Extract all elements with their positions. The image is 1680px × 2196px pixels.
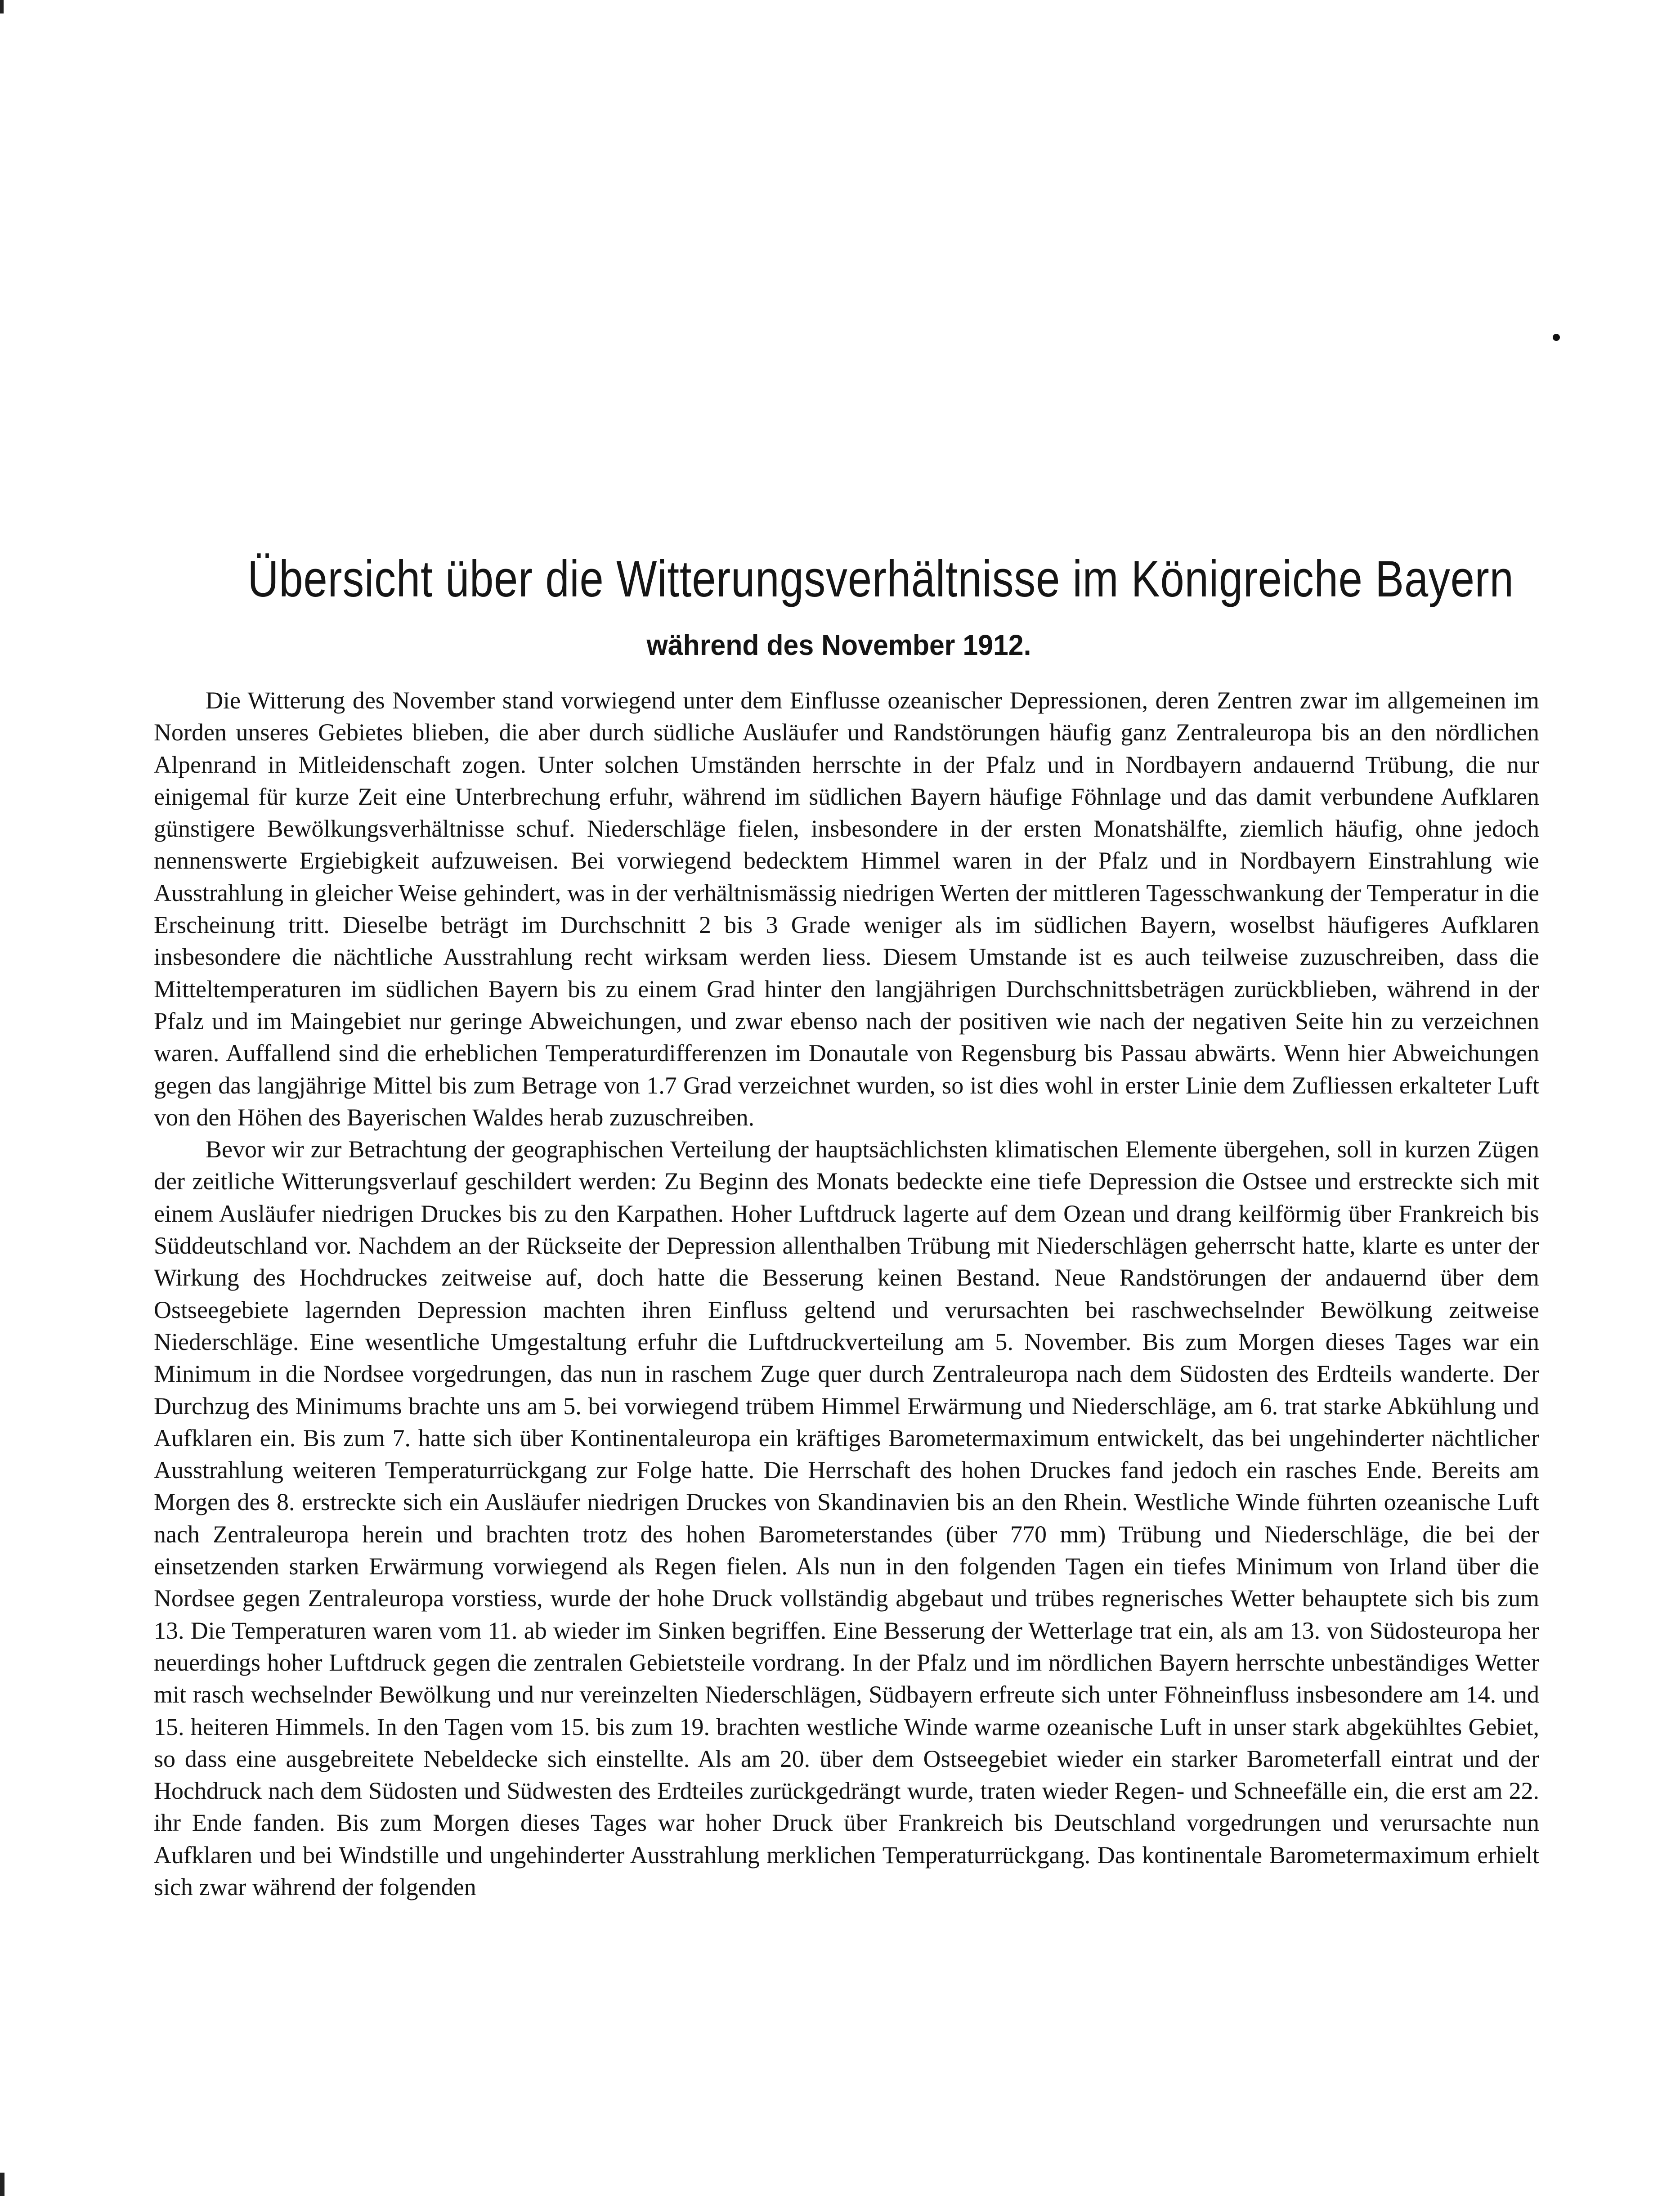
scan-edge-mark <box>0 0 4 13</box>
paragraph: Die Witterung des November stand vorwiegend unter dem Einflusse ozeanischer Depressionen, deren Zentren zwar im allgemeinen im Norden unseres Gebietes blieben, die aber durch südliche Ausläufer und Randstörungen häufig ganz Zentraleuropa bis an den nördlichen Alpenrand in Mitleidenschaft zogen. Unter solchen Umständen herrschte in der Pfalz und in Nordbayern andauernd Trübung, die nur einigemal für kurze Zeit eine Unterbrechung erfuhr, während im südlichen Bayern häufige Föhnlage und das damit verbundene Aufklaren günstigere Bewölkungsverhältnisse schuf. Niederschläge fielen, insbesondere in der ersten Monatshälfte, ziemlich häufig, ohne jedoch nennenswerte Ergiebigkeit aufzuweisen. Bei vorwiegend bedecktem Himmel waren in der Pfalz und in Nordbayern Einstrahlung wie Ausstrahlung in gleicher Weise gehindert, was in der verhältnismässig niedrigen Werten der mittleren Tagesschwankung der Temperatur in die Erscheinung tritt. Dieselbe beträgt im Durchschnitt 2 bis 3 Grade weniger als im südlichen Bayern, woselbst häufigeres Aufklaren insbesondere die nächtliche Ausstrahlung recht wirksam werden liess. Diesem Umstande ist es auch teilweise zuzuschreiben, dass die Mitteltemperaturen im südlichen Bayern bis zu einem Grad hinter den langjährigen Durchschnittsbeträgen zurückblieben, während in der Pfalz und im Maingebiet nur geringe Abweichungen, und zwar ebenso nach der positiven wie nach der negativen Seite hin zu verzeichnen waren. Auffallend sind die erheblichen Temperaturdifferenzen im Donautale von Regensburg bis Passau abwärts. Wenn hier Abweichungen gegen das langjährige Mittel bis zum Betrage von 1.7 Grad verzeichnet wurden, so ist dies wohl in erster Linie dem Zufliessen erkalteter Luft von den Höhen des Bayerischen Waldes herab zuzuschreiben. <box>154 687 1539 1131</box>
page-title: Übersicht über die Witterungsverhältnisse im Königreiche Bayern <box>247 551 1514 608</box>
scan-speck <box>1553 334 1560 341</box>
scan-edge-mark <box>0 2173 4 2196</box>
page-subtitle: während des November 1912. <box>646 629 1031 661</box>
article-body <box>154 685 1539 1903</box>
paragraph: Bevor wir zur Betrachtung der geographischen Verteilung der hauptsächlichsten klimatischen Elemente übergehen, soll in kurzen Zügen der zeitliche Witterungsverlauf geschildert werden: Zu Beginn des Monats bedeckte eine tiefe Depression die Ostsee und erstreckte sich mit einem Ausläufer niedrigen Druckes bis zu den Karpathen. Hoher Luftdruck lagerte auf dem Ozean und drang keilförmig über Frankreich bis Süddeutschland vor. Nachdem an der Rückseite der Depression allenthalben Trübung mit Niederschlägen geherrscht hatte, klarte es unter der Wirkung des Hochdruckes zeitweise auf, doch hatte die Besserung keinen Bestand. Neue Randstörungen der andauernd über dem Ostseegebiete lagernden Depression machten ihren Einfluss geltend und verursachten bei raschwechselnder Bewölkung zeitweise Niederschläge. Eine wesentliche Umgestaltung erfuhr die Luftdruckverteilung am 5. November. Bis zum Morgen dieses Tages war ein Minimum in die Nordsee vorgedrungen, das nun in raschem Zuge quer durch Zentraleuropa nach dem Südosten des Erdteils wanderte. Der Durchzug des Minimums brachte uns am 5. bei vorwiegend trübem Himmel Erwärmung und Niederschläge, am 6. trat starke Abkühlung und Aufklaren ein. Bis zum 7. hatte sich über Kontinentaleuropa ein kräftiges Barometermaximum entwickelt, das bei ungehinderter nächtlicher Ausstrahlung weiteren Temperaturrückgang zur Folge hatte. Die Herrschaft des hohen Druckes fand jedoch ein rasches Ende. Bereits am Morgen des 8. erstreckte sich ein Ausläufer niedrigen Druckes von Skandinavien bis an den Rhein. Westliche Winde führten ozeanische Luft nach Zentraleuropa herein und brachten trotz des hohen Barometerstandes (über 770 mm) Trübung und Niederschläge, die bei der einsetzenden starken Erwärmung vorwiegend als Regen fielen. Als nun in den folgenden Tagen ein tiefes Minimum von Irland über die Nordsee gegen Zentraleuropa vorstiess, wurde der hohe Druck vollständig abgebaut und trübes regnerisches Wetter behauptete sich bis zum 13. Die Temperaturen waren vom 11. ab wieder im Sinken begriffen. Eine Besserung der Wetterlage trat ein, als am 13. von Südosteuropa her neuerdings hoher Luftdruck gegen die zentralen Gebietsteile vordrang. In der Pfalz und im nördlichen Bayern herrschte unbeständiges Wetter mit rasch wechselnder Bewölkung und nur vereinzelten Niederschlägen, Südbayern erfreute sich unter Föhneinfluss insbesondere am 14. und 15. heiteren Himmels. In den Tagen vom 15. bis zum 19. brachten westliche Winde warme ozeanische Luft in unser stark abgekühltes Gebiet, so dass eine ausgebreitete Nebeldecke sich einstellte. Als am 20. über dem Ostseegebiet wieder ein starker Barometerfall eintrat und der Hochdruck nach dem Südosten und Südwesten des Erdteiles zurückgedrängt wurde, traten wieder Regen- und Schneefälle ein, die erst am 22. ihr Ende fanden. Bis zum Morgen dieses Tages war hoher Druck über Frankreich bis Deutschland vorgedrungen und verursachte nun Aufklaren und bei Windstille und ungehinderter Ausstrahlung merklichen Temperaturrückgang. Das kontinentale Barometermaximum erhielt sich zwar während der folgenden <box>154 1136 1539 1900</box>
